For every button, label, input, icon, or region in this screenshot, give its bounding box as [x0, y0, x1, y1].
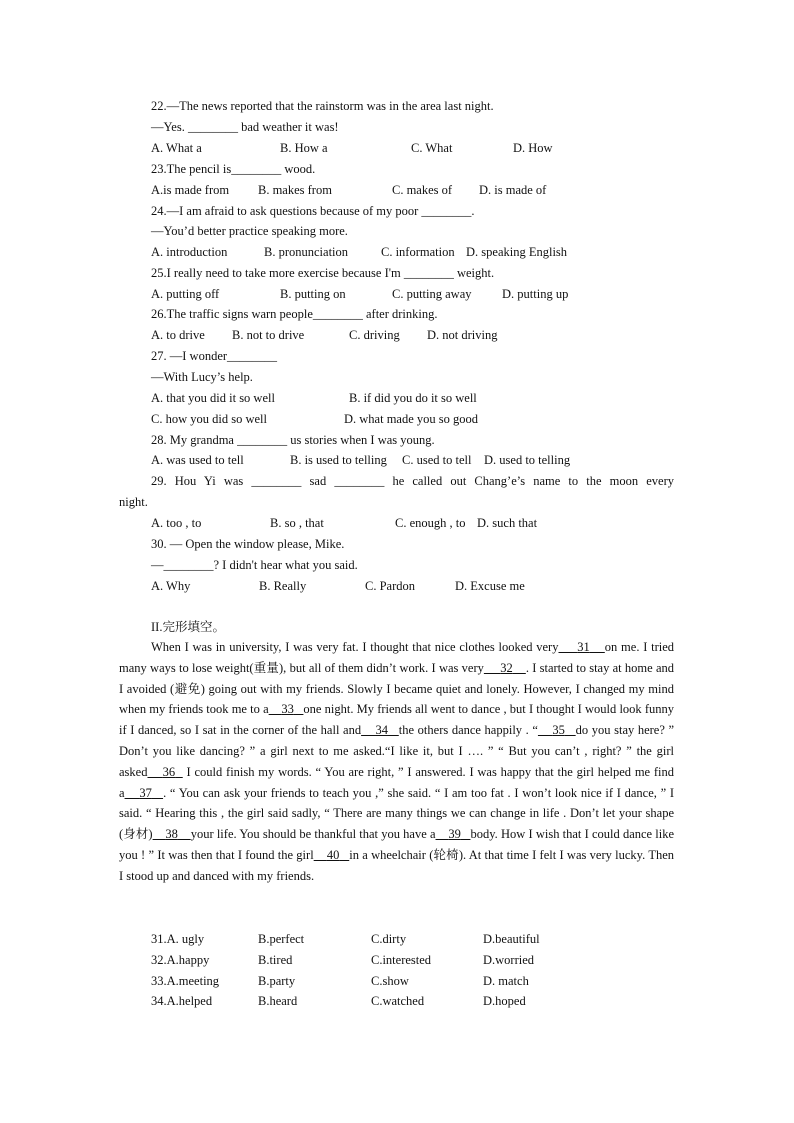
q29-option-c: C. enough , to — [395, 516, 466, 530]
q22-dialogue: —Yes. ________ bad weather it was! — [151, 120, 339, 134]
q22-stem: 22.—The news reported that the rainstorm was in the area last night. — [151, 99, 494, 113]
q32-option-c: C.interested — [371, 953, 432, 967]
q23-option-d: D. is made of — [479, 183, 547, 197]
cloze-passage: When I was in university, I was very fat. I thought that nice clothes looked very 31 on me. I tried many ways to lose weight(重量), but all of them didn’t work. I was very 32 . I started to stay at home and I avoided (避免) going out with my friends. Slowly I became quiet and lonely. However, I changed my mind when my friends took me to a 33 one night. My friends all went to dance , but I thought I would look funny if I danced, so I sat in the corner of the hall and 34 the others dance happily . “ 35 do you stay here? ” Don’t you like dancing? ” a girl next to me asked.“I like it, but I …. ” “ But you can’t , right? ” the girl asked 36 I could finish my words. “ You are right, ” I answered. I was happy that the girl helped me find a 37 . “ You can ask your friends to teach you ,” she said. “ I am too fat . I won’t look nice if I dance, ” I said. “ Hearing this , the girl said sadly, “ There are many things we can change in life . Don’t let your shape (身材) 38 your life. You should be thankful that you have a 39 body. How I wish that I could dance like you ! ” It was then that I found the girl 40 in a wheelchair (轮椅). At that time I felt I was very lucky. Then I stood up and danced with my friends. — [119, 640, 675, 883]
q27-stem: 27. —I wonder________ — [151, 349, 278, 363]
q32-option-b: B.tired — [258, 953, 293, 967]
q27-option-b: B. if did you do it so well — [349, 391, 477, 405]
blank-39: 39 — [448, 827, 461, 842]
q29-continuation: night. — [119, 495, 148, 509]
q26-option-b: B. not to drive — [232, 328, 305, 342]
q25-option-d: D. putting up — [502, 287, 569, 301]
q32-option-a: 32.A.happy — [151, 953, 210, 967]
blank-37: 37 — [139, 785, 152, 800]
q25-stem: 25.I really need to take more exercise because I'm ________ weight. — [151, 266, 495, 280]
q28-option-d: D. used to telling — [484, 453, 571, 467]
q28-option-b: B. is used to telling — [290, 453, 387, 467]
q27-option-c: C. how you did so well — [151, 412, 267, 426]
q25-option-c: C. putting away — [392, 287, 472, 301]
q30-option-a: A. Why — [151, 579, 191, 593]
q25-option-a: A. putting off — [151, 287, 220, 301]
q33-option-b: B.party — [258, 974, 296, 988]
q32-option-d: D.worried — [483, 953, 535, 967]
q30-stem: 30. — Open the window please, Mike. — [151, 537, 345, 551]
q30-option-d: D. Excuse me — [455, 579, 525, 593]
q30-option-b: B. Really — [259, 579, 307, 593]
q23-stem: 23.The pencil is________ wood. — [151, 162, 316, 176]
q24-option-a: A. introduction — [151, 245, 228, 259]
q22-option-b: B. How a — [280, 141, 328, 155]
q23-option-c: C. makes of — [392, 183, 453, 197]
blank-40: 40 — [326, 847, 340, 862]
q24-stem: 24.—I am afraid to ask questions because of my poor ________. — [151, 204, 475, 218]
q29-stem: 29. Hou Yi was ________ sad ________ he called out Chang’e’s name to the moon every — [151, 474, 674, 488]
q30-dialogue: —________? I didn't hear what you said. — [151, 558, 358, 572]
q24-option-c: C. information — [381, 245, 455, 259]
q31-option-a: 31.A. ugly — [151, 932, 205, 946]
q23-option-b: B. makes from — [258, 183, 332, 197]
blank-31: 31 — [577, 640, 590, 654]
q29-option-b: B. so , that — [270, 516, 324, 530]
q31-option-c: C.dirty — [371, 932, 407, 946]
q26-stem: 26.The traffic signs warn people________ after drinking. — [151, 307, 438, 321]
q31-option-d: D.beautiful — [483, 932, 540, 946]
blank-33: 33 — [281, 702, 294, 717]
blank-32: 32 — [500, 660, 513, 675]
q22-option-a: A. What a — [151, 141, 202, 155]
q28-stem: 28. My grandma ________ us stories when I was young. — [151, 433, 435, 447]
q28-option-a: A. was used to tell — [151, 453, 244, 467]
section-heading: II.完形填空。 — [151, 620, 225, 634]
q29-option-d: D. such that — [477, 516, 538, 530]
q27-option-a: A. that you did it so well — [151, 391, 275, 405]
blank-35: 35 — [552, 723, 565, 738]
q33-option-d: D. match — [483, 974, 529, 988]
q24-option-b: B. pronunciation — [264, 245, 349, 259]
q27-dialogue: —With Lucy’s help. — [151, 370, 253, 384]
q23-option-a: A.is made from — [151, 183, 230, 197]
blank-34: 34 — [375, 723, 388, 738]
q26-option-a: A. to drive — [151, 328, 205, 342]
q25-option-b: B. putting on — [280, 287, 346, 301]
q34-option-a: 34.A.helped — [151, 994, 213, 1008]
q28-option-c: C. used to tell — [402, 453, 472, 467]
q26-option-c: C. driving — [349, 328, 400, 342]
q22-option-c: C. What — [411, 141, 453, 155]
q26-option-d: D. not driving — [427, 328, 498, 342]
q34-option-b: B.heard — [258, 994, 298, 1008]
q34-option-c: C.watched — [371, 994, 425, 1008]
q24-dialogue: —You’d better practice speaking more. — [151, 224, 348, 238]
q29-option-a: A. too , to — [151, 516, 202, 530]
q27-option-d: D. what made you so good — [344, 412, 479, 426]
q30-option-c: C. Pardon — [365, 579, 415, 593]
q33-option-a: 33.A.meeting — [151, 974, 220, 988]
q33-option-c: C.show — [371, 974, 409, 988]
q22-option-d: D. How — [513, 141, 553, 155]
blank-38: 38 — [165, 827, 178, 842]
q24-option-d: D. speaking English — [466, 245, 568, 259]
blank-36: 36 — [162, 764, 176, 779]
q31-option-b: B.perfect — [258, 932, 305, 946]
q34-option-d: D.hoped — [483, 994, 526, 1008]
